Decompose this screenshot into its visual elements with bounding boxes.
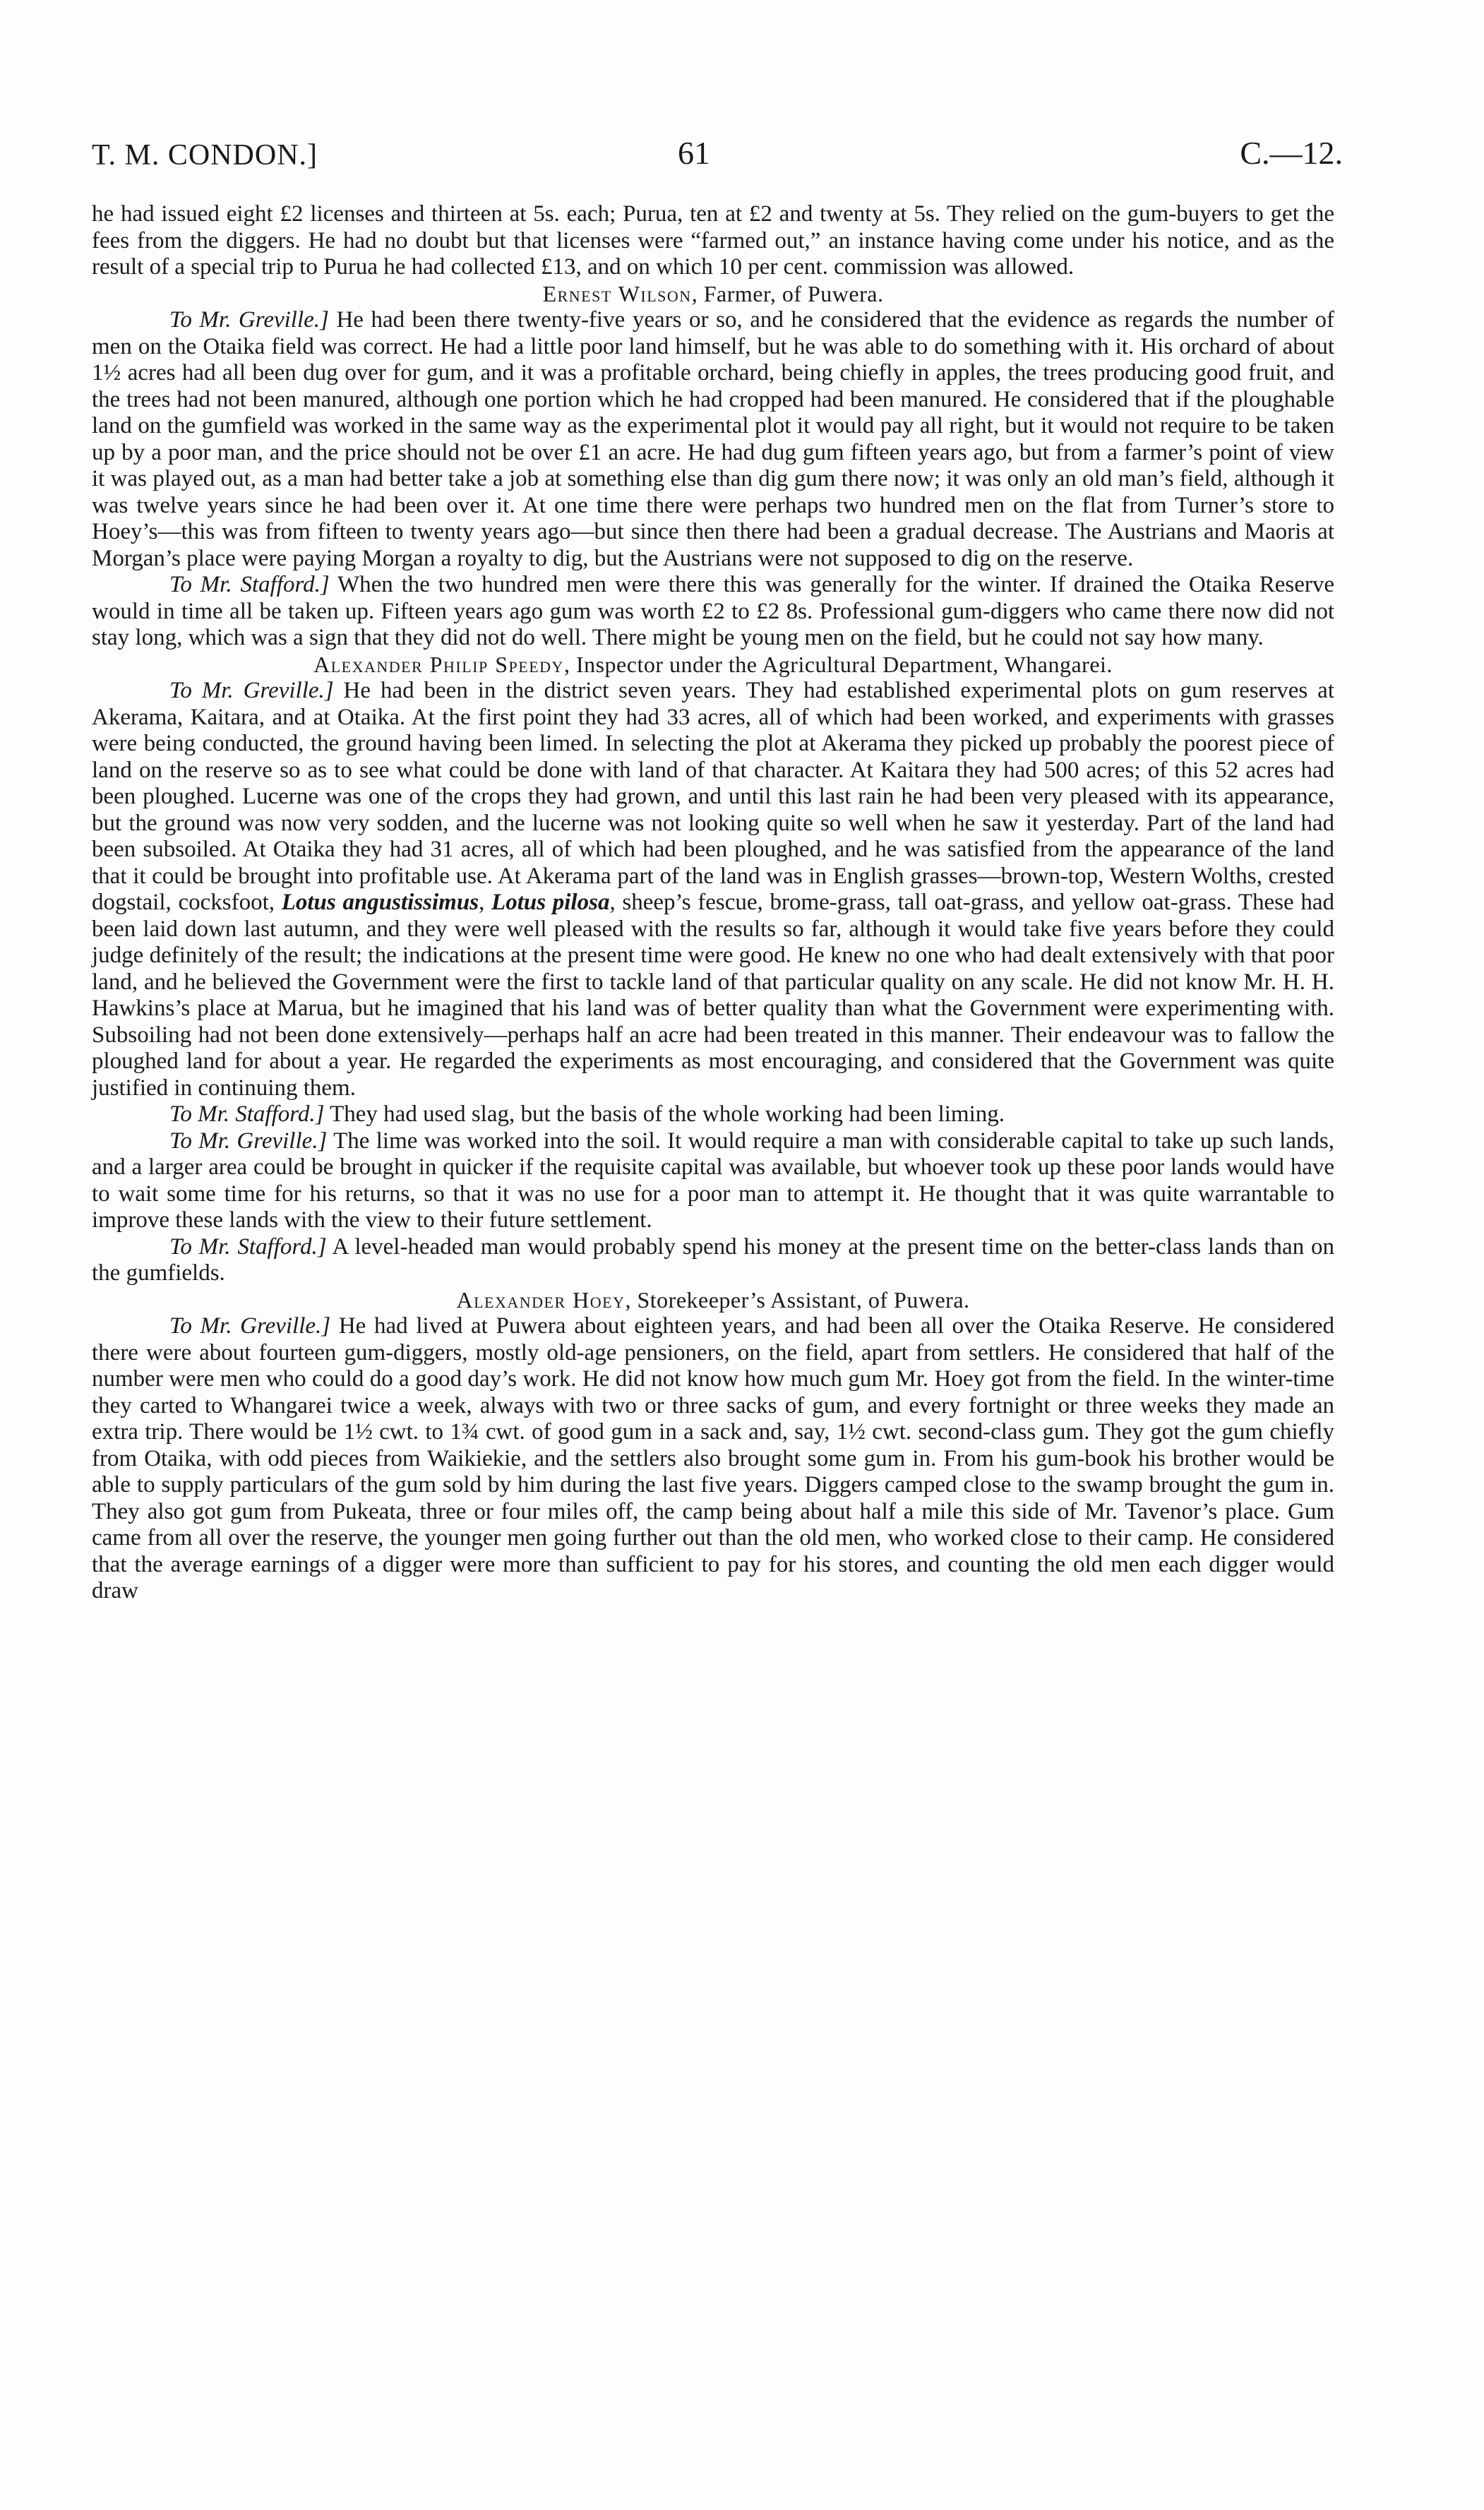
wilson-paragraph-2 [92, 572, 1334, 652]
questioner-lead: To Mr. Stafford.] [169, 572, 330, 597]
speedy-paragraph-2 [92, 1101, 1334, 1128]
questioner-lead: To Mr. Greville.] [169, 1313, 331, 1339]
witness-heading-wilson [92, 281, 1334, 308]
paragraph-text: When the two hundred men were there this was generally for the winter. If drained the Otaika Reserve would in time all be taken up. Fifteen years ago gum was worth £2 to £2 8s. Professional gum-diggers who came there now did not stay long, which was a sign that they did not do well. There might be young men on the field, but he could not say how many. [92, 572, 1334, 650]
witness-role: , Storekeeper’s Assistant, of Puwera. [625, 1286, 970, 1313]
paragraph-text: He had been in the district seven years. They had established experimental plots on gum reserves at Akerama, Kaitara, and at Otaika. At the first point they had 33 acres, all of which had been worked, and experiments with grasses were being conducted, the ground having been limed. In selecting the plot at Akerama they picked up probably the poorest piece of land on the reserve so as to see what could be done with land of that character. At Kaitara they had 500 acres; of this 52 acres had been ploughed. Lucerne was one of the crops they had grown, and until this last rain he had been very pleased with its appearance, but the ground was now very sodden, and the lucerne was not looking quite so well when he saw it yesterday. Part of the land had been subsoiled. At Otaika they had 31 acres, all of which had been ploughed, and he was satisfied from the appearance of the land that it could be brought into profitable use. At Akerama part of the land was in English grasses—brown-top, Western Wolths, crested dogstail, cocksfoot, [92, 678, 1334, 915]
paragraph-text: He had lived at Puwera about eighteen years, and had been all over the Otaika Reserve. He considered there were about fourteen gum-diggers, mostly old-age pensioners, on the field, apart from settlers. He considered that half of the number were men who could do a good day’s work. He did not know how much gum Mr. Hoey got from the field. In the winter-time they carted to Whangarei twice a week, always with two or three sacks of gum, and every fortnight or three weeks they made an extra trip. There would be 1½ cwt. to 1¾ cwt. of good gum in a sack and, say, 1½ cwt. second-class gum. They got the gum chiefly from Otaika, with odd pieces from Waikiekie, and the settlers also brought some gum in. From his gum-book his brother would be able to supply particulars of the gum sold by him during the last five years. Diggers camped close to the swamp brought the gum in. They also got gum from Pukeata, three or four miles off, the camp being about half a mile this side of Mr. Tavenor’s place. Gum came from all over the reserve, the younger men going further out than the old men, who worked close to their camp. He considered that the average earnings of a digger were more than sufficient to pay for his stores, and counting the old men each digger would draw [92, 1313, 1334, 1603]
speedy-paragraph-1 [92, 678, 1334, 1101]
paragraph-text: They had used slag, but the basis of the whole working had been liming. [324, 1101, 1005, 1127]
questioner-lead: To Mr. Greville.] [169, 678, 334, 703]
page-header [92, 134, 1343, 177]
witness-name: Alexander Philip Speedy [313, 651, 564, 677]
paragraph-text: A level-headed man would probably spend his money at the present time on the better-class lands than on the gumfields. [92, 1233, 1334, 1286]
questioner-lead: To Mr. Greville.] [169, 307, 329, 333]
document-reference: C.—12. [1240, 135, 1343, 171]
witness-role: , Inspector under the Agricultural Department, Whangarei. [563, 651, 1113, 677]
paragraph-text: , sheep’s fescue, brome-grass, tall oat-grass, and yellow oat-grass. These had been laid down last autumn, and they were well pleased with the results so far, although it would take five years before they could judge definitely of the result; the indications at the present time were good. He knew no one who had dealt extensively with that poor land, and he believed the Government were the first to tackle land of that particular quality on any scale. He did not know Mr. H. H. Hawkins’s place at Marua, but he imagined that his land was of better quality than what the Government were experimenting with. Subsoiling had not been done extensively—perhaps half an acre had been treated in this manner. Their endeavour was to fallow the ploughed land for about a year. He regarded the experiments as most encouraging, and considered that the Government was quite justified in continuing them. [92, 890, 1335, 1101]
witness-heading-hoey [92, 1287, 1334, 1314]
page-body [92, 201, 1334, 1605]
speedy-paragraph-4 [92, 1234, 1334, 1287]
witness-name: Ernest Wilson [542, 280, 692, 306]
witness-name: Alexander Hoey [456, 1286, 626, 1313]
paragraph-text: He had been there twenty-five years or so, and he considered that the evidence as regards the number of men on the Otaika field was correct. He had a little poor land himself, but he was able to do something with it. His orchard of about 1½ acres had all been dug over for gum, and it was a profitable orchard, being chiefly in apples, the trees producing good fruit, and the trees had not been manured, although one portion which he had cropped had been manured. He considered that if the ploughable land on the gumfield was worked in the same way as the experimental plot it would pay all right, but it would not require to be taken up by a poor man, and the price should not be over £1 an acre. He had dug gum fifteen years ago, but from a farmer’s point of view it was played out, as a man had better take a job at something else than dig gum there now; it was only an old man’s field, although it was twelve years since he had been over it. At one time there were perhaps two hundred men on the flat from Turner’s store to Hoey’s—this was from fifteen to twenty years ago—but since then there had been a gradual decrease. The Austrians and Maoris at Morgan’s place were paying Morgan a royalty to dig, but the Austrians were not supposed to dig on the reserve. [92, 307, 1334, 571]
species-name: Lotus angustissimus [281, 890, 479, 915]
witness-role: , Farmer, of Puwera. [691, 280, 884, 306]
questioner-lead: To Mr. Greville.] [169, 1128, 328, 1154]
wilson-paragraph-1 [92, 307, 1334, 572]
separator: , [479, 890, 492, 915]
questioner-lead: To Mr. Stafford.] [169, 1101, 325, 1127]
page-number: 61 [678, 135, 710, 171]
condon-continuation: he had issued eight £2 licenses and thirteen at 5s. each; Purua, ten at £2 and twenty at 5s. They relied on the gum-buyers to get the fees from the diggers. He had no doubt but that licenses were “farmed out,” an instance having come under his notice, and as the result of a special trip to Purua he had collected £13, and on which 10 per cent. commission was allowed. [92, 201, 1334, 280]
species-name: Lotus pilosa [491, 890, 610, 915]
running-head-name: T. M. CONDON.] [92, 139, 318, 172]
speedy-paragraph-3 [92, 1128, 1334, 1234]
witness-heading-speedy [92, 652, 1334, 679]
questioner-lead: To Mr. Stafford.] [169, 1233, 327, 1260]
paragraph-text: The lime was worked into the soil. It would require a man with considerable capital to take up such lands, and a larger area could be brought in quicker if the requisite capital was available, but whoever took up these poor lands would have to wait some time for his returns, so that it was no use for a poor man to attempt it. He thought that it was quite warrantable to improve these lands with the view to their future settlement. [92, 1128, 1334, 1233]
hoey-paragraph-1 [92, 1313, 1334, 1605]
